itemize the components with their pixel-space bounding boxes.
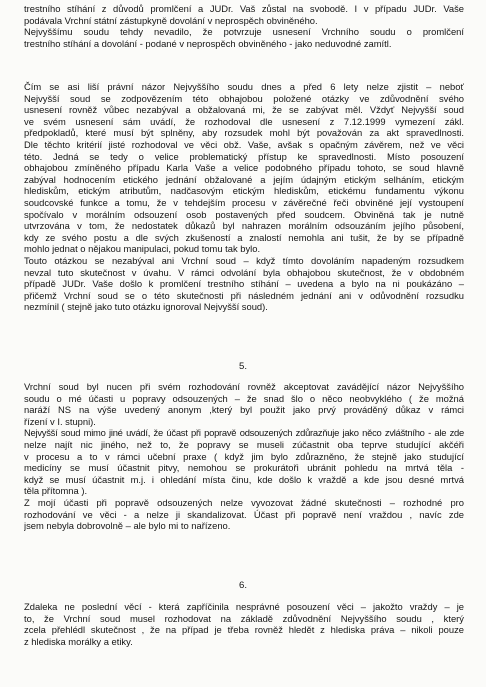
paragraph-2	[24, 81, 464, 255]
text-line: zabýval hodnocením etického jednání obžalované a jejím údajným etickým selháním, etickým	[24, 173, 464, 185]
text-line: Nejvyššímu soudu tehdy nevadilo, že potvrzuje usnesení Vrchního soudu o promlčení	[24, 26, 464, 38]
section-heading-6: 6.	[238, 580, 247, 591]
text-line: v procesu a to v rámci učební praxe ( když jim bylo zdůrazněno, že stejně jako studující	[24, 450, 464, 462]
text-line: to, že Vrchní soud musel rozhodovat na základě zdůvodnění Nejvyššího soudu , který	[24, 612, 464, 624]
text-line: naráží NS na výše uvedený anonym ,který byl použit jako prvý prováděný důkaz v rámci	[24, 404, 464, 416]
text-line: této. Jedná se tedy o velice problematický přístup ke spravedlnosti. Místo posouzení	[24, 150, 464, 162]
text-line: medicíny se musí účastnit pitvy, nemohou se prokurátoři ubránit pohledu na mrtvá těla -	[24, 462, 464, 474]
paragraph-4	[24, 381, 464, 532]
text-line: podávala Vrchní státní zástupkyně dovolání v neprospěch obviněného.	[24, 14, 318, 26]
text-line: zcela přehlédl skutečnost , že na případ je třeba rovněž hledět z hlediska práva – nikoli pouze	[24, 624, 464, 636]
text-line: spočívalo v morálním odsouzení osob postavených před soudcem. Obviněná tak je nutně	[24, 208, 464, 220]
text-line: Nejvyšší soud mimo jiné uvádí, že účast při popravě odsouzených zdůrazňuje jako něco zvláštního - ale zde	[24, 427, 464, 439]
text-line: Vrchní soud byl nucen při svém rozhodování rovněž akceptovat zavádějící názor Nejvyššího	[24, 381, 464, 392]
text-line: předpokladů, které musí být splněny, aby rozsudek mohl být považován za akt spravedlnosti.	[24, 127, 464, 139]
paragraph-3	[24, 255, 464, 313]
paragraph-5	[24, 601, 464, 647]
text-line: Dle těchto kritérií jisté rozhodoval ve věci obž. Vaše, avšak s opačným závěrem, než ve věci	[24, 138, 464, 150]
text-line: hlediskům, etickým atributům, nadčasovým etickým hlediskům, etickému fundamentu výkonu	[24, 185, 464, 197]
text-line: utvrzována v tom, že nedostatek důkazů byl nahrazen morálním odsouzáním jejího působení,	[24, 220, 464, 232]
text-line: kdy ze svého postu a dle svých zkušeností a znalostí nemohla ani tušit, že by se případně	[24, 231, 464, 243]
text-line: když se musí účastnit m.j. i ohledání místa činu, kde došlo k vraždě a kde jsou desné mrtvá	[24, 473, 464, 485]
text-line: trestního stíhání z důvodů promlčení a JUDr. Vaš zůstal na svobodě. I v případu JUDr. Vaše	[24, 3, 464, 14]
text-line: těla přítomna ).	[24, 485, 88, 497]
text-line: nezmínil ( stejně jako tuto otázku ignoroval Nejvyšší soud).	[24, 301, 268, 313]
text-line: Nejvyšší soud se zodpovězením této obhajobou položené otázky ve zdůvodnění svého	[24, 92, 464, 104]
text-line: přičemž Vrchní soud se o této skutečnosti při následném jednání ani v odůvodnění rozsudku	[24, 289, 464, 301]
section-heading-5: 5.	[238, 361, 247, 372]
text-line: z hlediska morálky a etiky.	[24, 635, 133, 647]
text-line: obhajobou zmíněného případu Karla Vaše a velice podobného případu tohoto, se soud hlavně	[24, 162, 464, 174]
text-line: ve svém usnesení sám uvádí, že rozhodoval dle usnesení z 7.12.1999 vymezení zákl.	[24, 115, 464, 127]
text-line: jsem nebyla dobrovolně – ale bylo mi to nařízeno.	[24, 520, 231, 532]
paragraph-1	[24, 3, 464, 49]
text-line: rozhodování ve věci - a nelze ji skandalizovat. Účast při popravě není vraždou , navíc zde	[24, 508, 464, 520]
text-line: soudcovské funkce a tomu, že v tehdejším procesu v závěrečné řeči obviněné její vystoupení	[24, 196, 464, 208]
text-line: řízení v I. stupni).	[24, 415, 96, 427]
text-line: Z mojí účasti při popravě odsouzených nelze vyvozovat žádné skutečnosti – rozhodné pro	[24, 496, 464, 508]
text-line: mohlo jednat o nějakou manipulaci, pokud tomu tak bylo.	[24, 243, 261, 255]
text-line: nelze najít nic jiného, než to, že popravy se museli zúčastnit oba teprve studující akčéři	[24, 438, 464, 450]
text-line: usnesení rovněž vůbec nezabýval a obžalovaná mi, že se zabývat měl. Vždyť Nejvyšší soud	[24, 104, 464, 116]
text-line: případě JUDr. Vaše došlo k promlčení trestního stíhání – uvedena a bylo na ni poukázáno –	[24, 278, 464, 290]
text-line: Čím se asi liší právní názor Nejvyššího soudu dnes a před 6 lety nelze zjistit – neboť	[24, 81, 464, 92]
text-line: Zdaleka ne poslední věcí - která zapříčinila nesprávné posouzení věci – jakožto vraždy – je	[24, 601, 464, 612]
text-line: nevzal tuto skutečnost v úvahu. V rámci odvolání byla obhajobou skutečnost, že v obdobném	[24, 266, 464, 278]
text-line: Touto otázkou se nezabýval ani Vrchní soud – když tímto dovoláním napadeným rozsudkem	[24, 255, 464, 266]
text-line: trestního stíhání a dovolání - podané v neprospěch obviněného - jako neduvodné zamítl.	[24, 37, 392, 49]
text-line: soudu o mé účasti u popravy odsouzených – že snad šlo o něco neobvyklého ( že možná	[24, 392, 464, 404]
